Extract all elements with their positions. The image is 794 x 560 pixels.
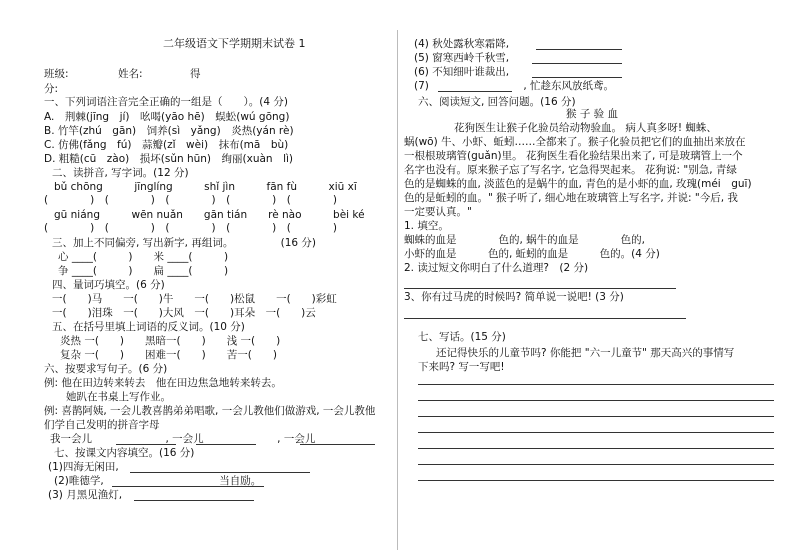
- q7-blank-6[interactable]: [532, 77, 622, 78]
- q7-blank-3[interactable]: [134, 500, 254, 501]
- q8-sub1: 1. 填空。: [404, 220, 449, 232]
- page-title: 二年级语文下学期期末试卷 1: [163, 37, 306, 50]
- q6-example2-line1: 例: 喜鹊阿姨, 一会儿教喜鹊弟弟唱歌, 一会儿教他们做游戏, 一会儿教他: [44, 405, 376, 417]
- q3-heading: 三、加上不同偏旁, 写出新字, 再组词。 (16 分): [52, 237, 316, 249]
- q7-blank-4[interactable]: [536, 49, 622, 50]
- q6-blank-2[interactable]: [196, 444, 256, 445]
- writing-line[interactable]: [418, 384, 774, 385]
- q1-option-b: B. 竹竿(zhú gān) 饲养(sì yǎng) 炎热(yán rè): [44, 125, 294, 137]
- q8-sub2: 2. 读过短文你明白了什么道理? (2 分): [404, 262, 589, 274]
- class-label: 班级:: [44, 68, 69, 80]
- story-line-1: 花狗医生让猴子化验员给动物验血。 病人真多呀! 蜘蛛、: [454, 122, 717, 134]
- q7-item-1: (1)四海无闲田,: [48, 461, 119, 473]
- q1-option-d: D. 粗糙(cū zào) 损坏(sǔn hūn) 绚丽(xuàn lì): [44, 153, 294, 165]
- q1-option-a: A. 荆棘(jīng jí) 吆喝(yāo hē) 蜈蚣(wú gōng): [44, 111, 290, 123]
- q4-row1[interactable]: 一( )马 一( )牛 一( )松鼠 一( )彩虹: [52, 293, 337, 305]
- q9-heading: 七、写话。(15 分): [418, 331, 506, 343]
- q2-heading: 二、读拼音, 写字词。(12 分): [52, 167, 189, 179]
- q6-example2-line2: 们学自己发明的拼音字母: [44, 419, 160, 431]
- q4-heading: 四、量词巧填空。(6 分): [52, 279, 165, 291]
- q7-blank-1[interactable]: [130, 472, 310, 473]
- writing-line[interactable]: [418, 416, 774, 417]
- q1-heading: 一、下列词语注音完全正确的一组是（ ）。(4 分): [44, 96, 288, 108]
- q7-heading: 七、按课文内容填空。(16 分): [54, 447, 195, 459]
- q8-heading: 六、阅读短文, 回答问题。(16 分): [418, 96, 576, 108]
- writing-line[interactable]: [418, 464, 774, 465]
- story-line-6: 色的是蚯蚓的血。" 猴子听了, 细心地在玻璃管上写名字, 并说: "今后, 我: [404, 192, 738, 204]
- q9-prompt-line2: 下来吗? 写一写吧!: [418, 361, 505, 373]
- q9-prompt-line1: 还记得快乐的儿童节吗? 你能把 "六一儿童节" 那天高兴的事情写: [436, 347, 735, 359]
- q8-sub3: 3、你有过马虎的时候吗? 简单说一说吧! (3 分): [404, 291, 624, 303]
- q2-blanks-row2[interactable]: ( ) ( ) ( ) ( ) ( ): [44, 222, 337, 234]
- writing-line[interactable]: [418, 480, 774, 481]
- q7-item-3: (3) 月黑见渔灯,: [48, 489, 123, 501]
- q5-row1[interactable]: 炎热 一( ) 黑暗一( ) 浅 一( ): [60, 335, 281, 347]
- writing-line[interactable]: [418, 400, 774, 401]
- q3-row2[interactable]: 争 ____( ) 扁 ____( ): [58, 265, 229, 277]
- q6-example: 例: 他在田边转来转去 他在田边焦急地转来转去。: [44, 377, 282, 389]
- q7-blank-7[interactable]: [438, 91, 512, 92]
- q8-answer-line-1[interactable]: [404, 288, 676, 289]
- story-line-4: 名字也没有。原来猴子忘了写名字, 它急得哭起来。 花狗说: "别急, 青绿: [404, 164, 737, 176]
- q6-blank-1[interactable]: [116, 444, 176, 445]
- q2-pinyin-row2: gū niáng wēn nuǎn gān tián rè nào bèi ké: [54, 209, 365, 221]
- q5-heading: 五、在括号里填上词语的反义词。(10 分): [52, 321, 245, 333]
- q8-fill-line1[interactable]: 蜘蛛的血是 色的, 蜗牛的血是 色的,: [404, 234, 646, 246]
- q7-item-6: (6) 不知细叶谁裁出,: [414, 66, 510, 78]
- q5-row2[interactable]: 复杂 一( ) 困难一( ) 苦一( ): [60, 349, 277, 361]
- q7-item-2: (2)唯德学, 当自励。: [54, 475, 262, 487]
- story-title: 猴 子 验 血: [566, 108, 619, 120]
- q3-row1[interactable]: 心 ____( ) 米 ____( ): [58, 251, 229, 263]
- q6-heading: 六、按要求写句子。(6 分): [44, 363, 168, 375]
- score-label: 得: [190, 68, 201, 80]
- q6-sentence: 她趴在书桌上写作业。: [66, 391, 171, 403]
- story-line-5: 色的是蜘蛛的血, 淡蓝色的是蜗牛的血, 青色的是小虾的血, 玫瑰(méi guī): [404, 178, 752, 190]
- q8-answer-line-2[interactable]: [404, 318, 686, 319]
- q1-option-c: C. 仿佛(fǎng fú) 蒜瓣(zǐ wèi) 抹布(mā bù): [44, 139, 289, 151]
- name-label: 姓名:: [118, 68, 143, 80]
- q8-fill-line2[interactable]: 小虾的血是 色的, 蚯蚓的血是 色的。(4 分): [404, 248, 660, 260]
- q7-blank-2[interactable]: [112, 486, 264, 487]
- q2-pinyin-row1: bǔ chōng jīnglíng shǐ jìn fān fù xiū xī: [54, 181, 357, 193]
- score-unit: 分:: [44, 83, 59, 95]
- q6-blank-3[interactable]: [300, 444, 375, 445]
- q6-write-line[interactable]: 我一会儿 , 一会儿 , 一会儿: [50, 433, 316, 445]
- column-divider: [397, 30, 398, 550]
- writing-line[interactable]: [418, 432, 774, 433]
- story-line-7: 一定要认真。": [404, 206, 472, 218]
- q4-row2[interactable]: 一( )泪珠 一( )大风 一( )耳朵 一( )云: [52, 307, 316, 319]
- story-line-2: 蜗(wō) 牛、小虾、蚯蚓……全都来了。猴子化验员把它们的血抽出来放在: [404, 136, 746, 148]
- writing-line[interactable]: [418, 448, 774, 449]
- q7-item-4: (4) 秋处露秋寒霜降,: [414, 38, 510, 50]
- story-line-3: 一根根玻璃管(guǎn)里。 花狗医生看化验结果出来了, 可是玻璃管上一个: [404, 150, 743, 162]
- q2-blanks-row1[interactable]: ( ) ( ) ( ) ( ) ( ): [44, 194, 337, 206]
- q7-item-5: (5) 窗寒西岭千秋雪,: [414, 52, 510, 64]
- q7-blank-5[interactable]: [532, 63, 622, 64]
- q7-item-7: (7) , 忙趁东风放纸鸢。: [414, 80, 615, 92]
